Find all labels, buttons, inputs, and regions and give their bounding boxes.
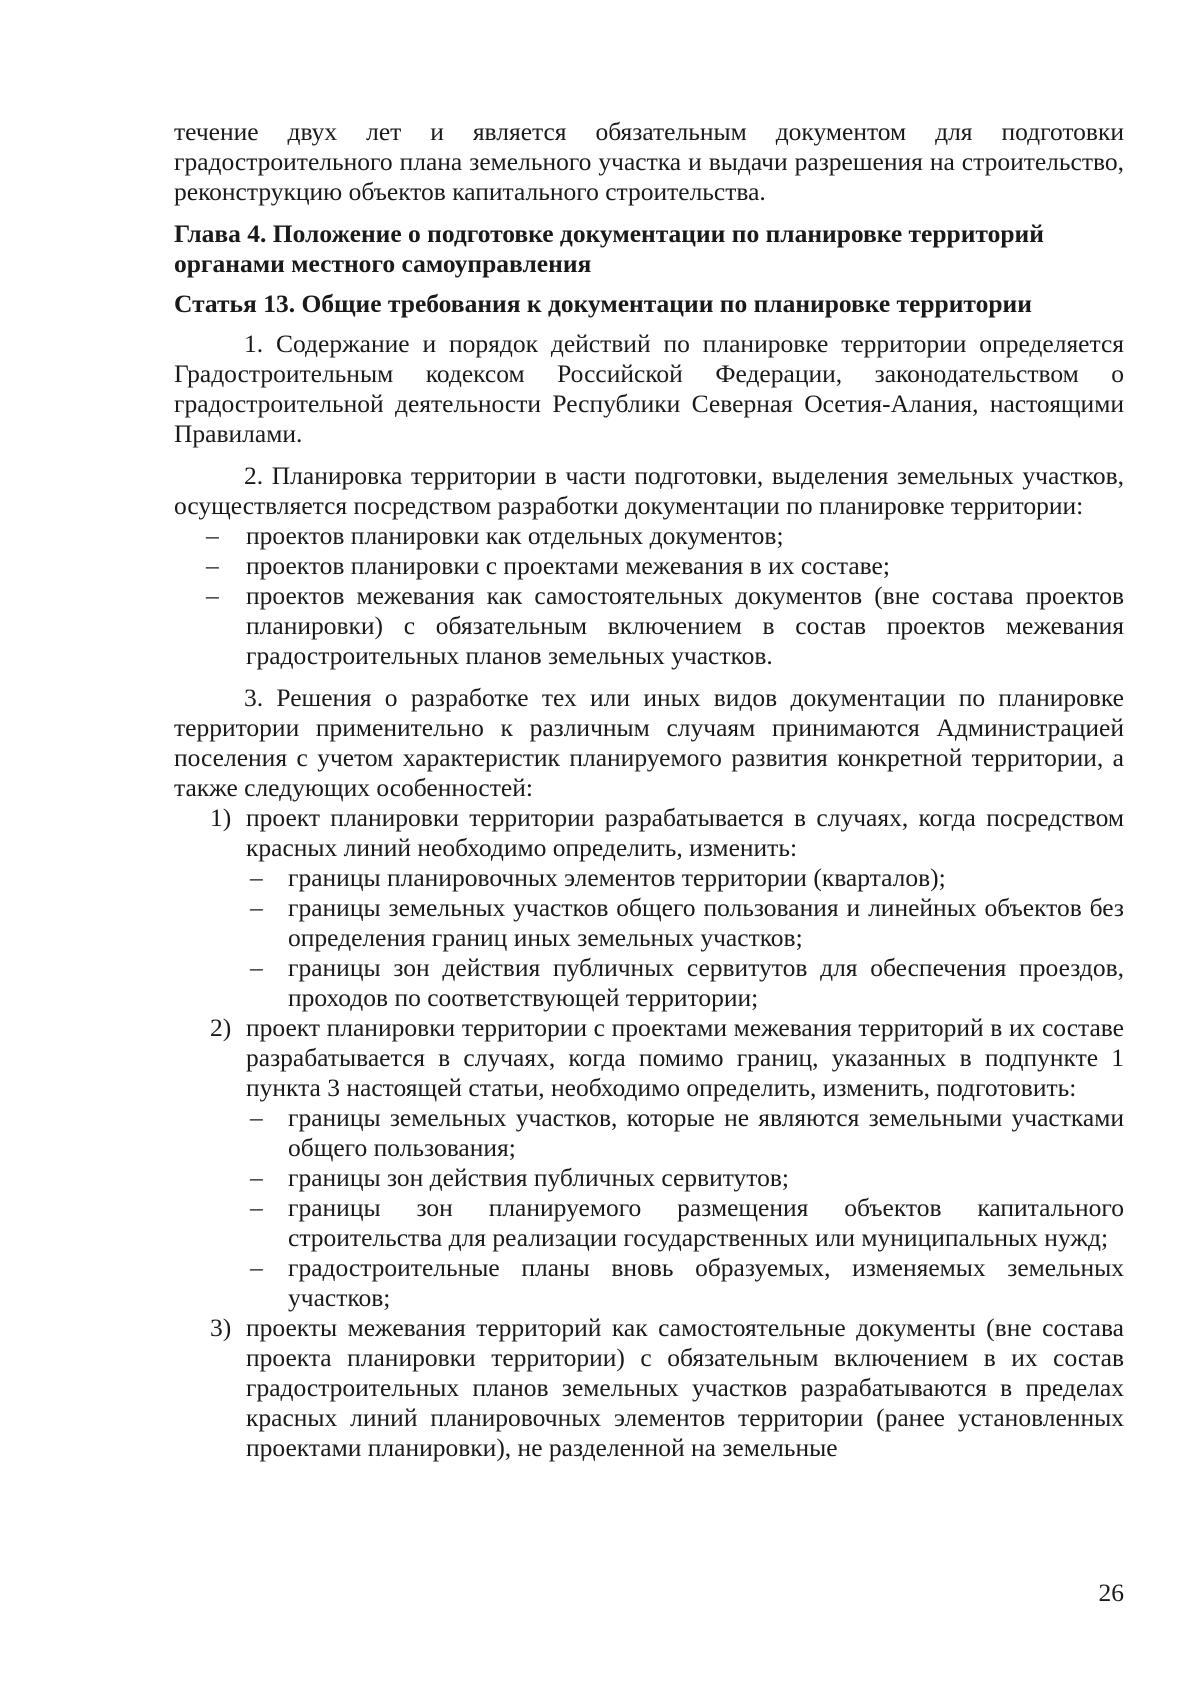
sub-list-item: [174, 1103, 1124, 1163]
document-page: [174, 117, 1124, 1463]
number-marker: 3): [210, 1313, 232, 1342]
number-marker: 2): [210, 1013, 232, 1042]
number-marker: 1): [210, 803, 232, 832]
page-number: 26: [1098, 1578, 1124, 1607]
dash-marker: –: [206, 521, 219, 550]
intro-paragraph: течение двух лет и является обязательным документом для подготовки градостроительного плана земельного участка и выдачи разрешения на строительство, реконструкцию объектов капитального строительства.: [174, 117, 1124, 206]
numbered-item-text: проекты межевания территорий как самостоятельные документы (вне состава проекта планировки территории) с обязательным включением в их состав градостроительных планов земельных участков разрабатываются в пределах красных линий планировочных элементов территории (ранее установленных проектами планировки), не разделенной на земельные: [246, 1313, 1124, 1462]
dash-marker: –: [250, 1193, 263, 1222]
sub-list-item-text: градостроительные планы вновь образуемых, изменяемых земельных участков;: [288, 1253, 1124, 1312]
dash-marker: –: [250, 953, 263, 982]
sub-list-item: [174, 863, 1124, 893]
numbered-item-3: [174, 1313, 1124, 1463]
numbered-item-text: проект планировки территории разрабатывается в случаях, когда посредством красных линий необходимо определить, изменить:: [246, 803, 1124, 862]
paragraph-3: 3. Решения о разработке тех или иных видов документации по планировке территории применительно к различным случаям принимаются Администрацией поселения с учетом характеристик планируемого развития конкретной территории, а также следующих особенностей:: [174, 683, 1124, 802]
list-item-text: проектов межевания как самостоятельных документов (вне состава проектов планировки) с обязательным включением в состав проектов межевания градостроительных планов земельных участков.: [246, 581, 1124, 670]
chapter-heading: Глава 4. Положение о подготовке документации по планировке территорий органами местного самоуправления: [174, 219, 1044, 278]
paragraph-2-list: [174, 521, 1124, 671]
sub-list-item-text: границы зон действия публичных сервитутов для обеспечения проездов, проходов по соответствующей территории;: [288, 953, 1124, 1012]
sub-list-item-text: границы земельных участков общего пользования и линейных объектов без определения границ иных земельных участков;: [288, 893, 1124, 952]
paragraph-1: 1. Содержание и порядок действий по планировке территории определяется Градостроительным кодексом Российской Федерации, законодательством о градостроительной деятельности Республики Северная Осетия-Алания, настоящими Правилами.: [174, 329, 1124, 448]
numbered-item-1: [174, 803, 1124, 863]
sub-list-item: [174, 893, 1124, 953]
dash-marker: –: [250, 1163, 263, 1192]
sub-list-item: [174, 1193, 1124, 1253]
sub-list-item: [174, 1163, 1124, 1193]
numbered-item-text: проект планировки территории с проектами межевания территорий в их составе разрабатывается в случаях, когда помимо границ, указанных в подпункте 1 пункта 3 настоящей статьи, необходимо определить, изменить, подготовить:: [246, 1013, 1124, 1102]
sub-list-item-text: границы земельных участков, которые не являются земельными участками общего пользования;: [288, 1103, 1124, 1162]
article-heading: Статья 13. Общие требования к документации по планировке территории: [174, 289, 1032, 318]
list-item-text: проектов планировки с проектами межевания в их составе;: [246, 551, 890, 580]
sub-list-item-text: границы зон планируемого размещения объектов капитального строительства для реализации государственных или муниципальных нужд;: [288, 1193, 1124, 1252]
dash-marker: –: [206, 551, 219, 580]
dash-marker: –: [250, 1253, 263, 1282]
sub-list-item: [174, 1253, 1124, 1313]
dash-marker: –: [250, 893, 263, 922]
dash-marker: –: [206, 581, 219, 610]
dash-marker: –: [250, 863, 263, 892]
sub-list-item-text: границы планировочных элементов территории (кварталов);: [288, 863, 946, 892]
list-item: [174, 521, 1124, 551]
sub-list-item-text: границы зон действия публичных сервитутов;: [288, 1163, 789, 1192]
paragraph-3-list: [174, 803, 1124, 1463]
dash-marker: –: [250, 1103, 263, 1132]
list-item-text: проектов планировки как отдельных документов;: [246, 521, 784, 550]
paragraph-2: 2. Планировка территории в части подготовки, выделения земельных участков, осуществляется посредством разработки документации по планировке территории:: [174, 461, 1124, 520]
list-item: [174, 581, 1124, 671]
sub-list-item: [174, 953, 1124, 1013]
numbered-item-2: [174, 1013, 1124, 1103]
list-item: [174, 551, 1124, 581]
